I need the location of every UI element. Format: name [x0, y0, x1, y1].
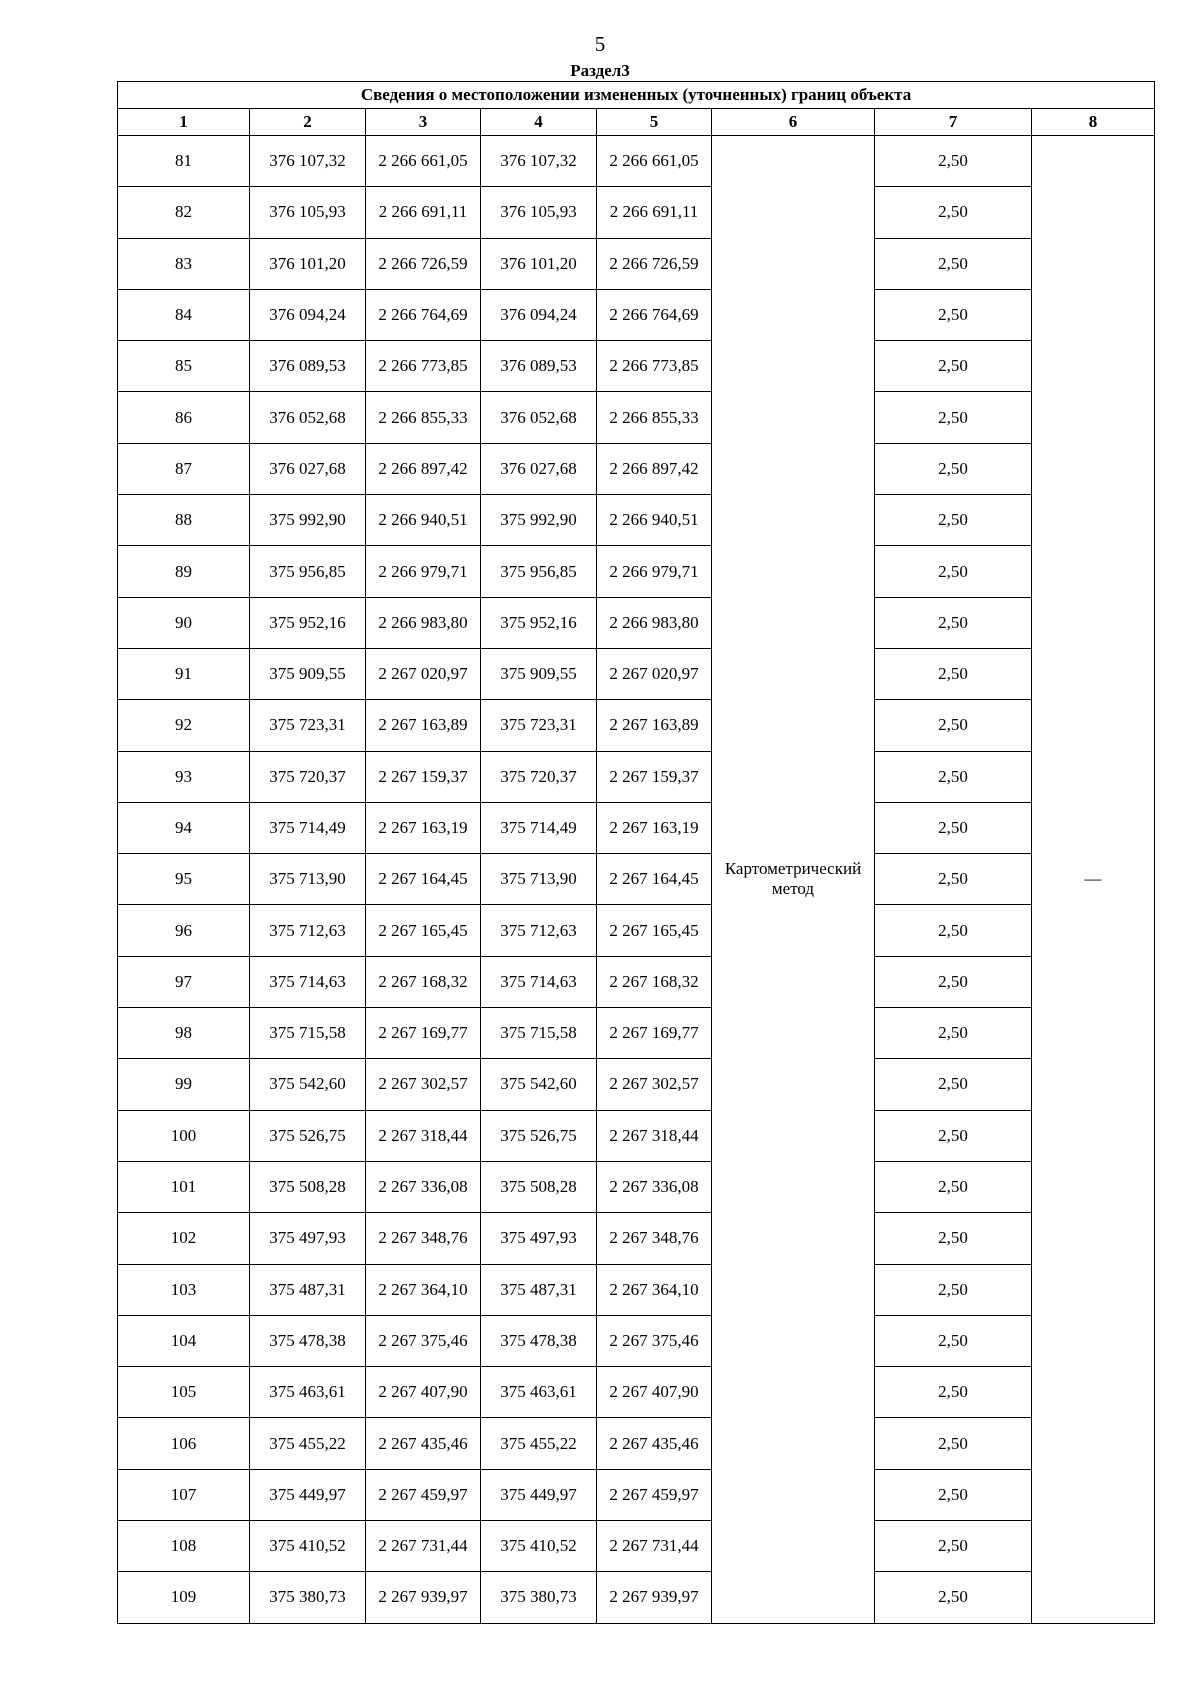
existing-y-cell: 2 267 336,08: [366, 1161, 481, 1212]
accuracy-cell: 2,50: [875, 751, 1032, 802]
new-x-cell: 375 992,90: [481, 495, 597, 546]
accuracy-cell: 2,50: [875, 341, 1032, 392]
new-y-cell: 2 267 165,45: [597, 905, 712, 956]
existing-x-cell: 375 463,61: [250, 1367, 366, 1418]
table-row: [118, 648, 1155, 699]
new-x-cell: 375 508,28: [481, 1161, 597, 1212]
accuracy-cell: 2,50: [875, 136, 1032, 187]
existing-x-cell: 375 478,38: [250, 1315, 366, 1366]
point-number-cell: 100: [118, 1110, 250, 1161]
accuracy-cell: 2,50: [875, 1110, 1032, 1161]
existing-y-cell: 2 267 164,45: [366, 854, 481, 905]
point-number-cell: 106: [118, 1418, 250, 1469]
existing-x-cell: 375 410,52: [250, 1521, 366, 1572]
point-number-cell: 90: [118, 597, 250, 648]
existing-y-cell: 2 267 375,46: [366, 1315, 481, 1366]
new-x-cell: 375 956,85: [481, 546, 597, 597]
accuracy-cell: 2,50: [875, 648, 1032, 699]
table-row: [118, 1469, 1155, 1520]
point-number-cell: 83: [118, 238, 250, 289]
new-y-cell: 2 267 375,46: [597, 1315, 712, 1366]
new-y-cell: 2 266 764,69: [597, 289, 712, 340]
accuracy-cell: 2,50: [875, 1572, 1032, 1623]
existing-y-cell: 2 267 169,77: [366, 1008, 481, 1059]
existing-x-cell: 375 449,97: [250, 1469, 366, 1520]
table-row: [118, 854, 1155, 905]
existing-y-cell: 2 266 983,80: [366, 597, 481, 648]
accuracy-cell: 2,50: [875, 1008, 1032, 1059]
new-y-cell: 2 266 897,42: [597, 443, 712, 494]
accuracy-cell: 2,50: [875, 1264, 1032, 1315]
point-number-cell: 82: [118, 187, 250, 238]
new-x-cell: 376 105,93: [481, 187, 597, 238]
table-row: [118, 597, 1155, 648]
accuracy-cell: 2,50: [875, 187, 1032, 238]
column-number-8: 8: [1032, 109, 1155, 136]
table-row: [118, 289, 1155, 340]
table-row: [118, 802, 1155, 853]
point-number-cell: 81: [118, 136, 250, 187]
existing-y-cell: 2 267 939,97: [366, 1572, 481, 1623]
column-number-2: 2: [250, 109, 366, 136]
existing-y-cell: 2 267 163,89: [366, 700, 481, 751]
accuracy-cell: 2,50: [875, 802, 1032, 853]
column-number-4: 4: [481, 109, 597, 136]
page-number: 5: [594, 32, 606, 56]
new-x-cell: 375 952,16: [481, 597, 597, 648]
column-number-6: 6: [712, 109, 875, 136]
existing-x-cell: 376 101,20: [250, 238, 366, 289]
existing-x-cell: 375 487,31: [250, 1264, 366, 1315]
new-y-cell: 2 267 302,57: [597, 1059, 712, 1110]
existing-y-cell: 2 267 159,37: [366, 751, 481, 802]
existing-x-cell: 375 508,28: [250, 1161, 366, 1212]
new-y-cell: 2 267 939,97: [597, 1572, 712, 1623]
accuracy-cell: 2,50: [875, 546, 1032, 597]
accuracy-cell: 2,50: [875, 854, 1032, 905]
new-x-cell: 375 380,73: [481, 1572, 597, 1623]
new-x-cell: 375 714,49: [481, 802, 597, 853]
new-y-cell: 2 267 168,32: [597, 956, 712, 1007]
point-number-cell: 98: [118, 1008, 250, 1059]
table-row: [118, 238, 1155, 289]
new-y-cell: 2 266 661,05: [597, 136, 712, 187]
new-x-cell: 375 410,52: [481, 1521, 597, 1572]
new-y-cell: 2 267 731,44: [597, 1521, 712, 1572]
existing-y-cell: 2 267 165,45: [366, 905, 481, 956]
accuracy-cell: 2,50: [875, 289, 1032, 340]
existing-x-cell: 375 455,22: [250, 1418, 366, 1469]
point-number-cell: 101: [118, 1161, 250, 1212]
new-x-cell: 375 723,31: [481, 700, 597, 751]
table-row: [118, 1521, 1155, 1572]
existing-y-cell: 2 267 731,44: [366, 1521, 481, 1572]
existing-y-cell: 2 267 459,97: [366, 1469, 481, 1520]
new-x-cell: 375 542,60: [481, 1059, 597, 1110]
existing-x-cell: 375 497,93: [250, 1213, 366, 1264]
table-row: [118, 187, 1155, 238]
accuracy-cell: 2,50: [875, 1059, 1032, 1110]
existing-x-cell: 375 952,16: [250, 597, 366, 648]
new-y-cell: 2 266 940,51: [597, 495, 712, 546]
point-number-cell: 94: [118, 802, 250, 853]
new-x-cell: 375 909,55: [481, 648, 597, 699]
accuracy-cell: 2,50: [875, 392, 1032, 443]
new-x-cell: 376 052,68: [481, 392, 597, 443]
accuracy-cell: 2,50: [875, 238, 1032, 289]
new-y-cell: 2 267 164,45: [597, 854, 712, 905]
table-row: [118, 1367, 1155, 1418]
existing-x-cell: 375 715,58: [250, 1008, 366, 1059]
existing-x-cell: 376 094,24: [250, 289, 366, 340]
new-y-cell: 2 267 348,76: [597, 1213, 712, 1264]
column-number-row: [118, 109, 1155, 136]
existing-y-cell: 2 266 979,71: [366, 546, 481, 597]
table-row: [118, 136, 1155, 187]
existing-x-cell: 375 909,55: [250, 648, 366, 699]
existing-y-cell: 2 266 855,33: [366, 392, 481, 443]
point-number-cell: 89: [118, 546, 250, 597]
existing-x-cell: 375 723,31: [250, 700, 366, 751]
point-number-cell: 87: [118, 443, 250, 494]
new-x-cell: 375 714,63: [481, 956, 597, 1007]
new-y-cell: 2 267 364,10: [597, 1264, 712, 1315]
existing-y-cell: 2 267 020,97: [366, 648, 481, 699]
point-number-cell: 102: [118, 1213, 250, 1264]
existing-y-cell: 2 266 773,85: [366, 341, 481, 392]
table-row: [118, 1572, 1155, 1623]
column-number-7: 7: [875, 109, 1032, 136]
accuracy-cell: 2,50: [875, 1469, 1032, 1520]
new-x-cell: 376 027,68: [481, 443, 597, 494]
existing-y-cell: 2 266 897,42: [366, 443, 481, 494]
accuracy-cell: 2,50: [875, 495, 1032, 546]
coordinates-table: [117, 81, 1155, 1624]
point-number-cell: 84: [118, 289, 250, 340]
table-row: [118, 751, 1155, 802]
new-x-cell: 375 449,97: [481, 1469, 597, 1520]
point-number-cell: 93: [118, 751, 250, 802]
existing-y-cell: 2 266 661,05: [366, 136, 481, 187]
table-row: [118, 1161, 1155, 1212]
accuracy-cell: 2,50: [875, 1418, 1032, 1469]
new-y-cell: 2 266 691,11: [597, 187, 712, 238]
existing-y-cell: 2 266 726,59: [366, 238, 481, 289]
new-y-cell: 2 266 855,33: [597, 392, 712, 443]
existing-y-cell: 2 267 318,44: [366, 1110, 481, 1161]
existing-x-cell: 375 713,90: [250, 854, 366, 905]
existing-x-cell: 375 992,90: [250, 495, 366, 546]
table-row: [118, 1110, 1155, 1161]
existing-y-cell: 2 266 940,51: [366, 495, 481, 546]
table-row: [118, 956, 1155, 1007]
method-cell: Картометрический метод: [712, 136, 875, 1624]
new-y-cell: 2 267 163,19: [597, 802, 712, 853]
point-number-cell: 91: [118, 648, 250, 699]
existing-x-cell: 375 720,37: [250, 751, 366, 802]
existing-y-cell: 2 266 691,11: [366, 187, 481, 238]
column-number-5: 5: [597, 109, 712, 136]
existing-x-cell: 376 027,68: [250, 443, 366, 494]
table-row: [118, 495, 1155, 546]
existing-x-cell: 376 052,68: [250, 392, 366, 443]
point-number-cell: 104: [118, 1315, 250, 1366]
new-x-cell: 375 715,58: [481, 1008, 597, 1059]
new-y-cell: 2 267 407,90: [597, 1367, 712, 1418]
accuracy-cell: 2,50: [875, 905, 1032, 956]
point-number-cell: 109: [118, 1572, 250, 1623]
new-x-cell: 375 478,38: [481, 1315, 597, 1366]
new-y-cell: 2 267 163,89: [597, 700, 712, 751]
table-row: [118, 1315, 1155, 1366]
existing-x-cell: 376 105,93: [250, 187, 366, 238]
accuracy-cell: 2,50: [875, 1213, 1032, 1264]
accuracy-cell: 2,50: [875, 956, 1032, 1007]
existing-x-cell: 375 542,60: [250, 1059, 366, 1110]
existing-x-cell: 375 956,85: [250, 546, 366, 597]
existing-y-cell: 2 267 163,19: [366, 802, 481, 853]
point-number-cell: 88: [118, 495, 250, 546]
point-number-cell: 107: [118, 1469, 250, 1520]
table-row: [118, 905, 1155, 956]
accuracy-cell: 2,50: [875, 597, 1032, 648]
table-row: [118, 546, 1155, 597]
point-number-cell: 85: [118, 341, 250, 392]
new-x-cell: 376 101,20: [481, 238, 597, 289]
new-x-cell: 375 720,37: [481, 751, 597, 802]
accuracy-cell: 2,50: [875, 700, 1032, 751]
point-number-cell: 95: [118, 854, 250, 905]
existing-x-cell: 376 107,32: [250, 136, 366, 187]
new-x-cell: 375 487,31: [481, 1264, 597, 1315]
point-number-cell: 86: [118, 392, 250, 443]
point-number-cell: 105: [118, 1367, 250, 1418]
existing-y-cell: 2 267 302,57: [366, 1059, 481, 1110]
existing-x-cell: 375 380,73: [250, 1572, 366, 1623]
existing-x-cell: 376 089,53: [250, 341, 366, 392]
table-row: [118, 341, 1155, 392]
new-x-cell: 376 107,32: [481, 136, 597, 187]
new-y-cell: 2 266 726,59: [597, 238, 712, 289]
table-row: [118, 1059, 1155, 1110]
accuracy-cell: 2,50: [875, 1315, 1032, 1366]
table-caption: Сведения о местоположении измененных (уточненных) границ объекта: [118, 82, 1155, 109]
new-y-cell: 2 266 773,85: [597, 341, 712, 392]
point-number-cell: 99: [118, 1059, 250, 1110]
new-x-cell: 375 526,75: [481, 1110, 597, 1161]
new-y-cell: 2 267 159,37: [597, 751, 712, 802]
new-y-cell: 2 267 020,97: [597, 648, 712, 699]
existing-x-cell: 375 526,75: [250, 1110, 366, 1161]
table-row: [118, 1008, 1155, 1059]
new-y-cell: 2 266 979,71: [597, 546, 712, 597]
new-x-cell: 375 463,61: [481, 1367, 597, 1418]
existing-y-cell: 2 267 407,90: [366, 1367, 481, 1418]
point-number-cell: 103: [118, 1264, 250, 1315]
accuracy-cell: 2,50: [875, 1367, 1032, 1418]
point-number-cell: 96: [118, 905, 250, 956]
table-body: [118, 136, 1155, 1624]
new-y-cell: 2 266 983,80: [597, 597, 712, 648]
new-x-cell: 375 497,93: [481, 1213, 597, 1264]
new-x-cell: 375 455,22: [481, 1418, 597, 1469]
new-y-cell: 2 267 318,44: [597, 1110, 712, 1161]
accuracy-cell: 2,50: [875, 1161, 1032, 1212]
table-row: [118, 1213, 1155, 1264]
new-x-cell: 375 712,63: [481, 905, 597, 956]
table-row: [118, 1264, 1155, 1315]
column-8-cell: —: [1032, 136, 1155, 1624]
section-title: Раздел3: [570, 61, 630, 80]
table-row: [118, 392, 1155, 443]
accuracy-cell: 2,50: [875, 1521, 1032, 1572]
column-number-3: 3: [366, 109, 481, 136]
existing-y-cell: 2 267 364,10: [366, 1264, 481, 1315]
new-x-cell: 375 713,90: [481, 854, 597, 905]
table-row: [118, 700, 1155, 751]
table-row: [118, 443, 1155, 494]
new-y-cell: 2 267 459,97: [597, 1469, 712, 1520]
point-number-cell: 97: [118, 956, 250, 1007]
existing-y-cell: 2 266 764,69: [366, 289, 481, 340]
new-y-cell: 2 267 336,08: [597, 1161, 712, 1212]
point-number-cell: 108: [118, 1521, 250, 1572]
new-y-cell: 2 267 169,77: [597, 1008, 712, 1059]
existing-x-cell: 375 714,49: [250, 802, 366, 853]
new-y-cell: 2 267 435,46: [597, 1418, 712, 1469]
column-number-1: 1: [118, 109, 250, 136]
point-number-cell: 92: [118, 700, 250, 751]
table-row: [118, 1418, 1155, 1469]
accuracy-cell: 2,50: [875, 443, 1032, 494]
existing-x-cell: 375 714,63: [250, 956, 366, 1007]
new-x-cell: 376 094,24: [481, 289, 597, 340]
new-x-cell: 376 089,53: [481, 341, 597, 392]
existing-y-cell: 2 267 168,32: [366, 956, 481, 1007]
existing-x-cell: 375 712,63: [250, 905, 366, 956]
existing-y-cell: 2 267 435,46: [366, 1418, 481, 1469]
existing-y-cell: 2 267 348,76: [366, 1213, 481, 1264]
